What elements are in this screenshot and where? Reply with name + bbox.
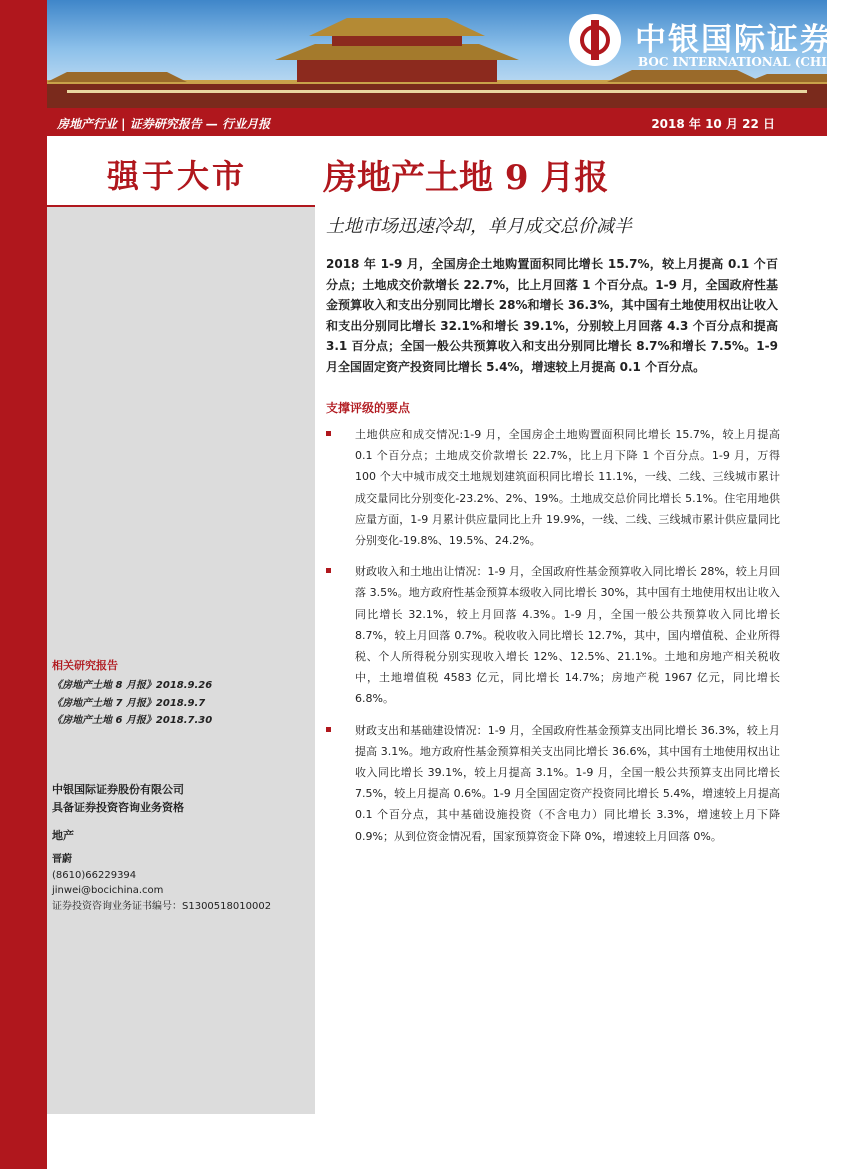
analyst-license: 证券投资咨询业务证书编号：S1300518010002 bbox=[52, 900, 272, 912]
sidebar bbox=[47, 137, 315, 1114]
page-subtitle: 土地市场迅速冷却，单月成交总价减半 bbox=[326, 216, 632, 237]
brand-name-en: BOC INTERNATIONAL (CHINA) bbox=[638, 55, 853, 69]
list-item bbox=[326, 424, 780, 551]
bullet-square-icon bbox=[326, 727, 331, 732]
section-title: 支撑评级的要点 bbox=[326, 401, 411, 415]
rating-label: 强于大市 bbox=[107, 157, 248, 195]
header-banner bbox=[47, 0, 853, 108]
key-points-list bbox=[326, 424, 780, 857]
list-item-text: 土地供应和成交情况:1-9 月，全国房企土地购置面积同比增长 15.7%，较上月提高 0.1 个百分点；土地成交价款增长 22.7%，比上月下降 1 个百分点。1-9 月，万得 100 个大中城市成交土地规划建筑面积同比增长 11.1%，一线、二线、三线城市累计成交量同比分别变化-23.2%、2%、19%。土地成交总价同比增长 5.1%。住宅用地供应量方面，1-9 月累计供应量同比上升 19.9%，一线、二线、三线城市累计供应量同比分别变化-19.8%、19.5%、24.2%。 bbox=[355, 428, 780, 548]
report-date: 2018 年 10 月 22 日 bbox=[651, 117, 775, 131]
related-reports-heading: 相关研究报告 bbox=[52, 659, 118, 672]
page-title: 房地产土地 9 月报 bbox=[323, 158, 609, 198]
related-reports-list bbox=[52, 677, 212, 730]
analyst-info bbox=[52, 852, 271, 914]
related-report-link[interactable]: 《房地产土地 8 月报》2018.9.26 bbox=[52, 680, 213, 691]
company-qualification: 具备证券投资咨询业务资格 bbox=[52, 801, 184, 814]
related-report-link[interactable]: 《房地产土地 6 月报》2018.7.30 bbox=[52, 715, 213, 726]
analyst-phone: (8610)66229394 bbox=[52, 869, 137, 881]
boc-logo-icon bbox=[569, 14, 621, 66]
summary-paragraph: 2018 年 1-9 月，全国房企土地购置面积同比增长 15.7%，较上月提高 0.1 个百分点；土地成交价款增长 22.7%，比上月回落 1 个百分点。1-9 月，全国政府性基金预算收入和支出分别同比增长 28%和增长 36.3%，其中国有土地使用权出让收入和支出分别同比增长 32.1%和增长 39.1%，分别较上月回落 4.3 个百分点和提高 3.1 百分点；全国一般公共预算收入和支出分别同比增长 8.7%和增长 7.5%。1-9 月全国固定资产投资同比增长 5.4%，增速较上月提高 0.1 个百分点。 bbox=[326, 257, 778, 374]
list-item-text: 财政支出和基础建设情况：1-9 月，全国政府性基金预算支出同比增长 36.3%，较上月提高 3.1%。地方政府性基金预算相关支出同比增长 36.6%，其中国有土地使用权出让收入同比增长 39.1%，较上月提高 3.1%。1-9 月，全国一般公共预算支出同比增长 7.5%，较上月提高 0.6%。1-9 月全国固定资产投资同比增长 5.4%，增速较上月提高 0.1 个百分点，其中基础设施投资（不含电力）同比增长 3.3%，增速较上月下降 0.9%；从到位资金情况看，国家预算资金下降 0%，增速较上月回落 0%。 bbox=[355, 723, 780, 843]
list-item bbox=[326, 561, 780, 709]
bullet-square-icon bbox=[326, 568, 331, 573]
brand-name-cn: 中银国际证券 bbox=[635, 22, 833, 58]
company-info bbox=[52, 781, 184, 817]
header-bar bbox=[47, 108, 827, 136]
list-item bbox=[326, 720, 780, 847]
company-name: 中银国际证券股份有限公司 bbox=[52, 783, 184, 796]
list-item-text: 财政收入和土地出让情况：1-9 月，全国政府性基金预算收入同比增长 28%，较上月回落 3.5%。地方政府性基金预算本级收入同比增长 30%，其中国有土地使用权出让收入同比增长 32.1%，较上月回落 4.3%。1-9 月，全国一般公共预算收入同比增长 8.7%，较上月回落 0.7%。税收收入同比增长 12.7%，其中，国内增值税、企业所得税、个人所得税分别实现收入增长 12%、12.5%、21.1%。土地和房地产相关税收中，土地增值税 4583 亿元，同比增长 14.7%；房地产税 1967 亿元，同比增长 6.8%。 bbox=[355, 565, 780, 706]
analyst-email[interactable]: jinwei@bocichina.com bbox=[52, 885, 164, 896]
related-report-link[interactable]: 《房地产土地 7 月报》2018.9.7 bbox=[52, 697, 206, 709]
analyst-name: 晋蔚 bbox=[52, 854, 72, 865]
left-accent-bar bbox=[0, 0, 47, 1169]
breadcrumb: 房地产行业 | 证券研究报告 — 行业月报 bbox=[57, 117, 271, 131]
sector-label: 地产 bbox=[52, 829, 74, 842]
rating-box bbox=[47, 137, 315, 207]
bullet-square-icon bbox=[326, 431, 331, 436]
